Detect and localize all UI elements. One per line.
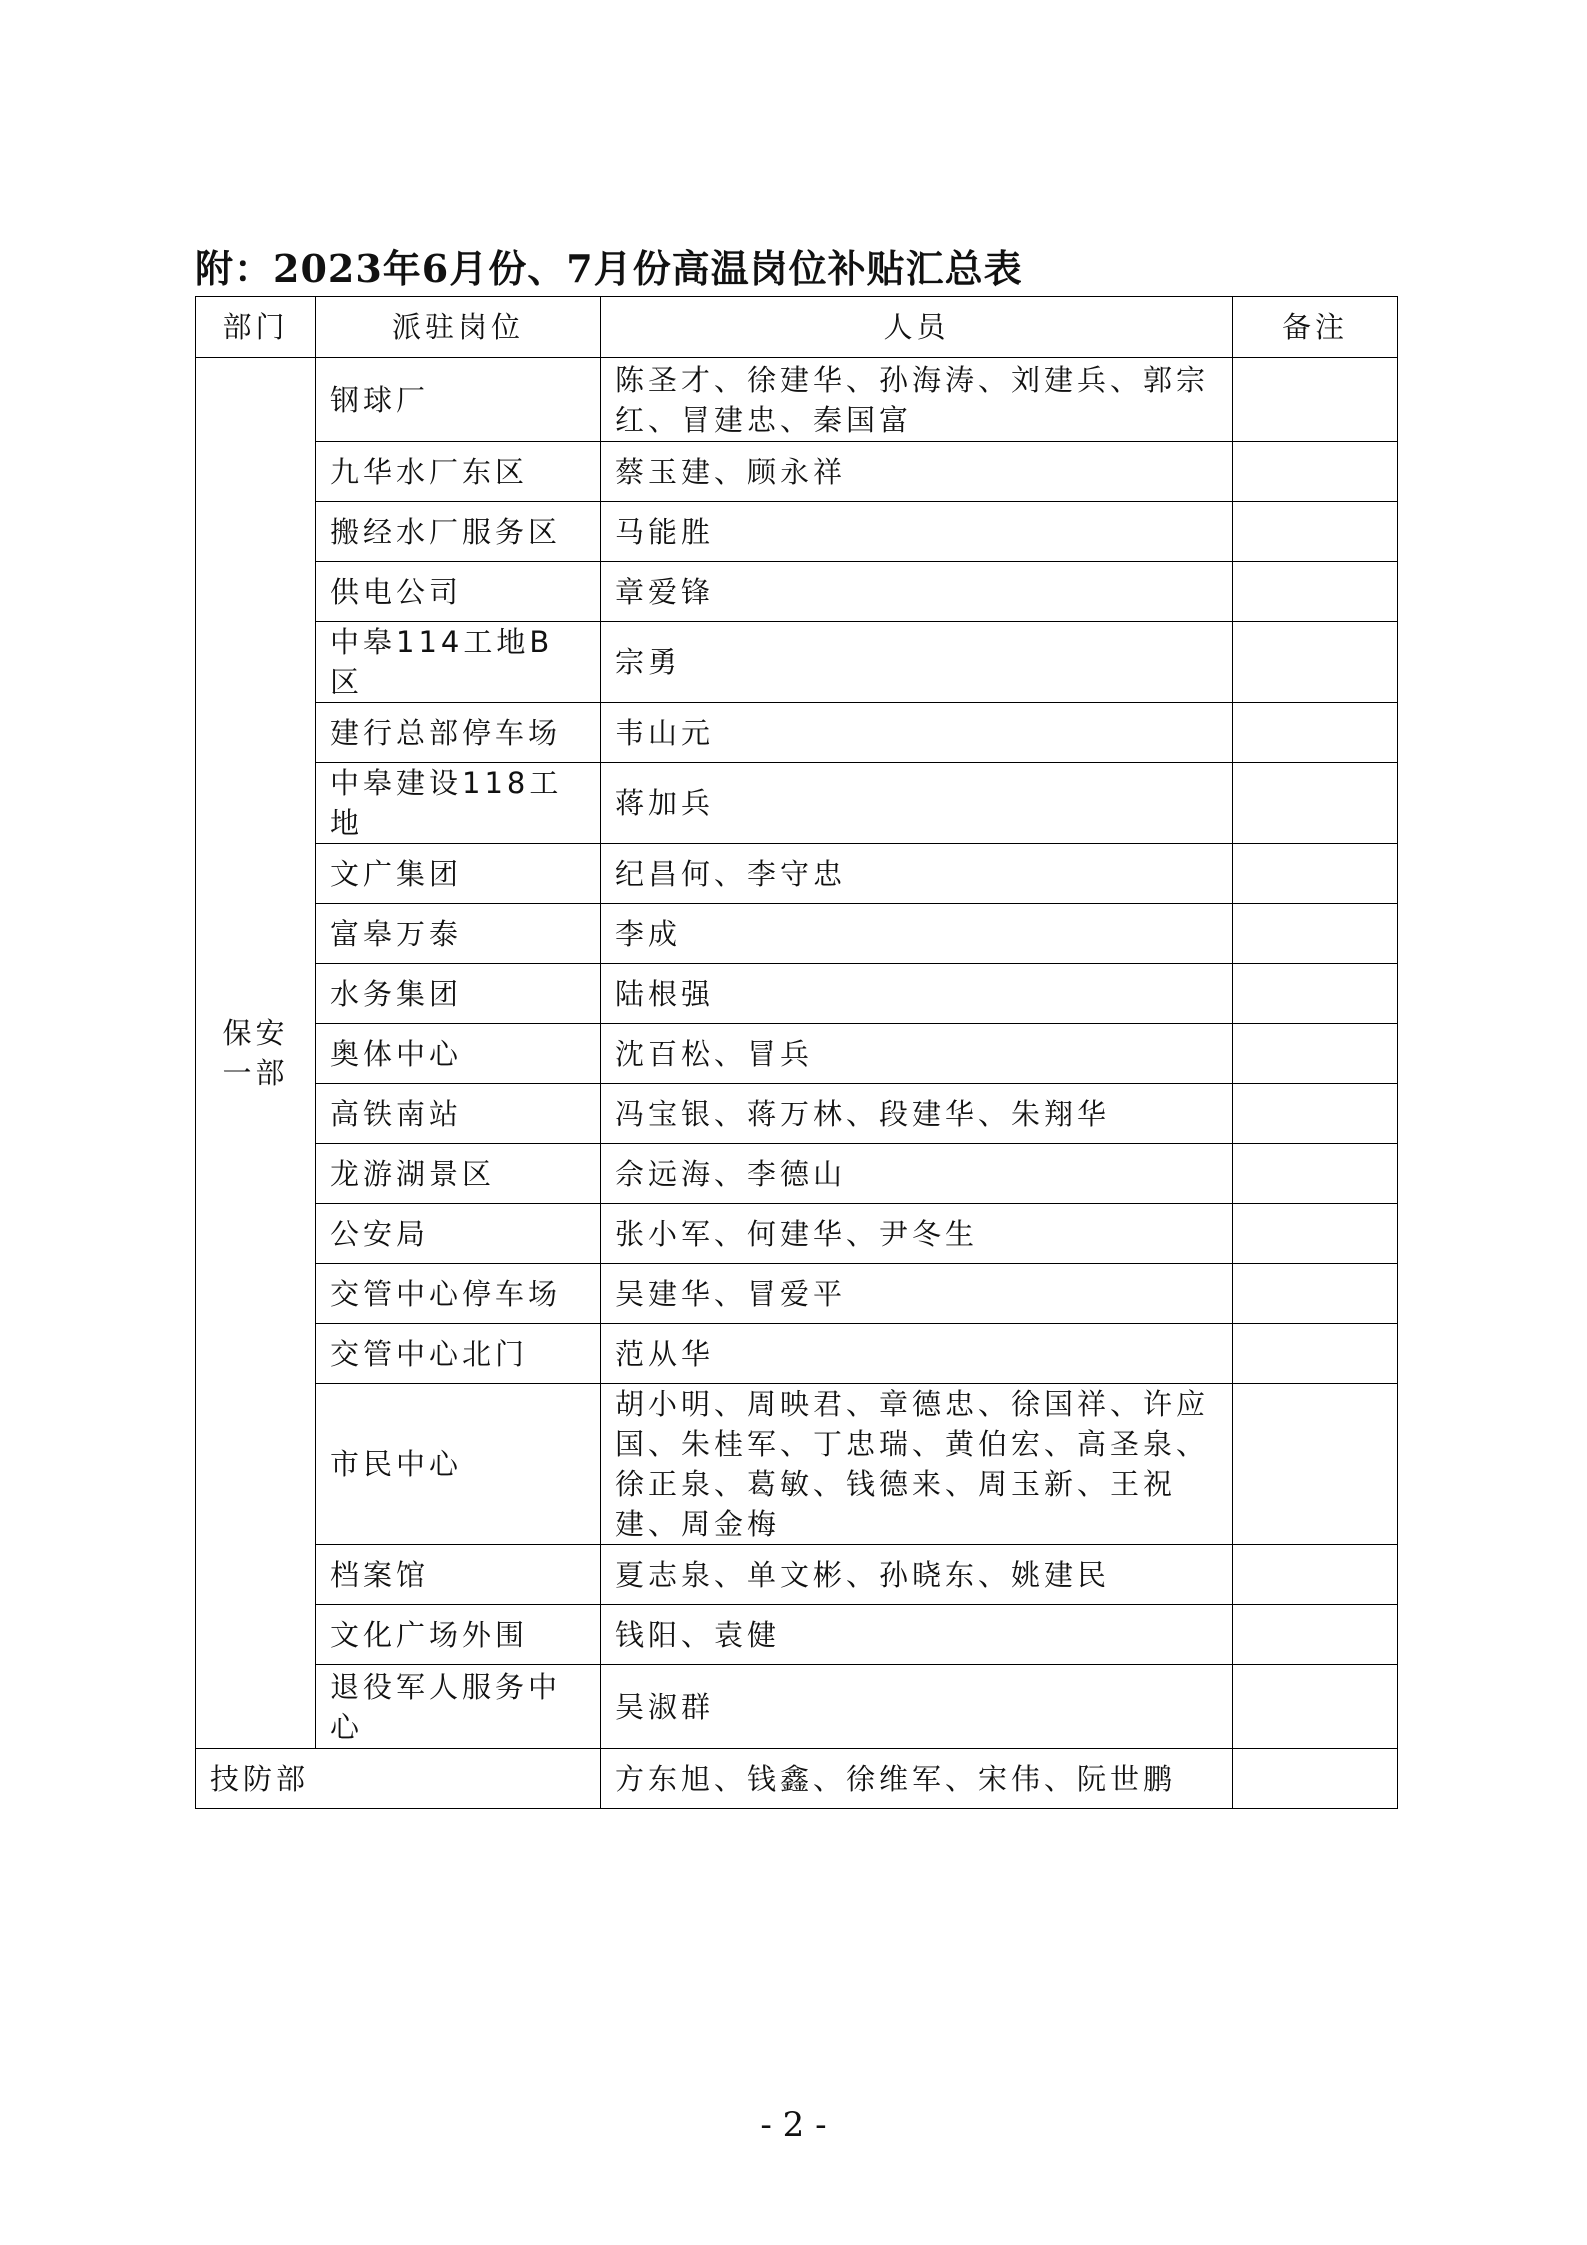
table-row [196,562,1398,622]
people-cell: 陈圣才、徐建华、孙海涛、刘建兵、郭宗红、冒建忠、秦国富 [601,358,1233,442]
post-cell: 交管中心停车场 [316,1264,601,1324]
people-cell: 韦山元 [601,703,1233,763]
note-cell [1233,763,1398,844]
note-cell [1233,1384,1398,1545]
header-people: 人员 [601,297,1233,358]
people-cell: 沈百松、冒兵 [601,1024,1233,1084]
header-dept: 部门 [196,297,316,358]
post-cell: 供电公司 [316,562,601,622]
table-row [196,622,1398,703]
table-row [196,703,1398,763]
note-cell [1233,562,1398,622]
note-cell [1233,1605,1398,1665]
note-cell [1233,1324,1398,1384]
people-cell: 夏志泉、单文彬、孙晓东、姚建民 [601,1545,1233,1605]
header-note: 备注 [1233,297,1398,358]
people-cell: 马能胜 [601,502,1233,562]
people-cell: 钱阳、袁健 [601,1605,1233,1665]
post-cell: 龙游湖景区 [316,1144,601,1204]
table-row [196,904,1398,964]
note-cell [1233,703,1398,763]
table-row [196,763,1398,844]
note-cell [1233,1144,1398,1204]
page-number: - 2 - [760,2105,827,2145]
post-cell: 奥体中心 [316,1024,601,1084]
header-post: 派驻岗位 [316,297,601,358]
post-cell: 富皋万泰 [316,904,601,964]
note-cell [1233,1264,1398,1324]
note-cell [1233,1084,1398,1144]
people-cell: 吴建华、冒爱平 [601,1264,1233,1324]
note-cell [1233,502,1398,562]
note-cell [1233,358,1398,442]
post-cell: 九华水厂东区 [316,442,601,502]
people-cell: 胡小明、周映君、章德忠、徐国祥、许应国、朱桂军、丁忠瑞、黄伯宏、高圣泉、徐正泉、葛敏、钱德来、周玉新、王祝建、周金梅 [601,1384,1233,1545]
table-row [196,1144,1398,1204]
people-cell: 陆根强 [601,964,1233,1024]
post-cell: 钢球厂 [316,358,601,442]
table-row [196,1384,1398,1545]
people-cell: 佘远海、李德山 [601,1144,1233,1204]
post-cell: 交管中心北门 [316,1324,601,1384]
note-cell [1233,622,1398,703]
note-cell [1233,1749,1398,1809]
post-cell: 档案馆 [316,1545,601,1605]
people-cell: 范从华 [601,1324,1233,1384]
note-cell [1233,964,1398,1024]
table-row [196,502,1398,562]
subsidy-table [195,296,1398,1809]
page-title: 附：2023年6月份、7月份高温岗位补贴汇总表 [195,246,1023,291]
people-cell: 吴淑群 [601,1665,1233,1749]
note-cell [1233,442,1398,502]
people-cell: 蔡玉建、顾永祥 [601,442,1233,502]
post-cell: 建行总部停车场 [316,703,601,763]
table-row [196,1605,1398,1665]
dept-cell: 保安一部 [196,358,316,1749]
table-row [196,1545,1398,1605]
table-row [196,1665,1398,1749]
note-cell [1233,1024,1398,1084]
note-cell [1233,1545,1398,1605]
note-cell [1233,904,1398,964]
post-cell: 文化广场外围 [316,1605,601,1665]
table-row [196,1204,1398,1264]
people-cell: 方东旭、钱鑫、徐维军、宋伟、阮世鹏 [601,1749,1233,1809]
people-cell: 蒋加兵 [601,763,1233,844]
dept-cell: 技防部 [196,1749,601,1809]
table-row [196,1024,1398,1084]
people-cell: 冯宝银、蒋万林、段建华、朱翔华 [601,1084,1233,1144]
table-row [196,358,1398,442]
post-cell: 文广集团 [316,844,601,904]
post-cell: 退役军人服务中心 [316,1665,601,1749]
post-cell: 水务集团 [316,964,601,1024]
table-row [196,1749,1398,1809]
table-row [196,964,1398,1024]
post-cell: 高铁南站 [316,1084,601,1144]
table-row [196,1084,1398,1144]
table-row [196,844,1398,904]
people-cell: 张小军、何建华、尹冬生 [601,1204,1233,1264]
post-cell: 中皋建设118工地 [316,763,601,844]
table-header-row [196,297,1398,358]
post-cell: 公安局 [316,1204,601,1264]
people-cell: 宗勇 [601,622,1233,703]
people-cell: 章爱锋 [601,562,1233,622]
post-cell: 搬经水厂服务区 [316,502,601,562]
note-cell [1233,1665,1398,1749]
people-cell: 李成 [601,904,1233,964]
table-row [196,442,1398,502]
table-row [196,1264,1398,1324]
people-cell: 纪昌何、李守忠 [601,844,1233,904]
post-cell: 中皋114工地B区 [316,622,601,703]
note-cell [1233,844,1398,904]
post-cell: 市民中心 [316,1384,601,1545]
note-cell [1233,1204,1398,1264]
table-row [196,1324,1398,1384]
